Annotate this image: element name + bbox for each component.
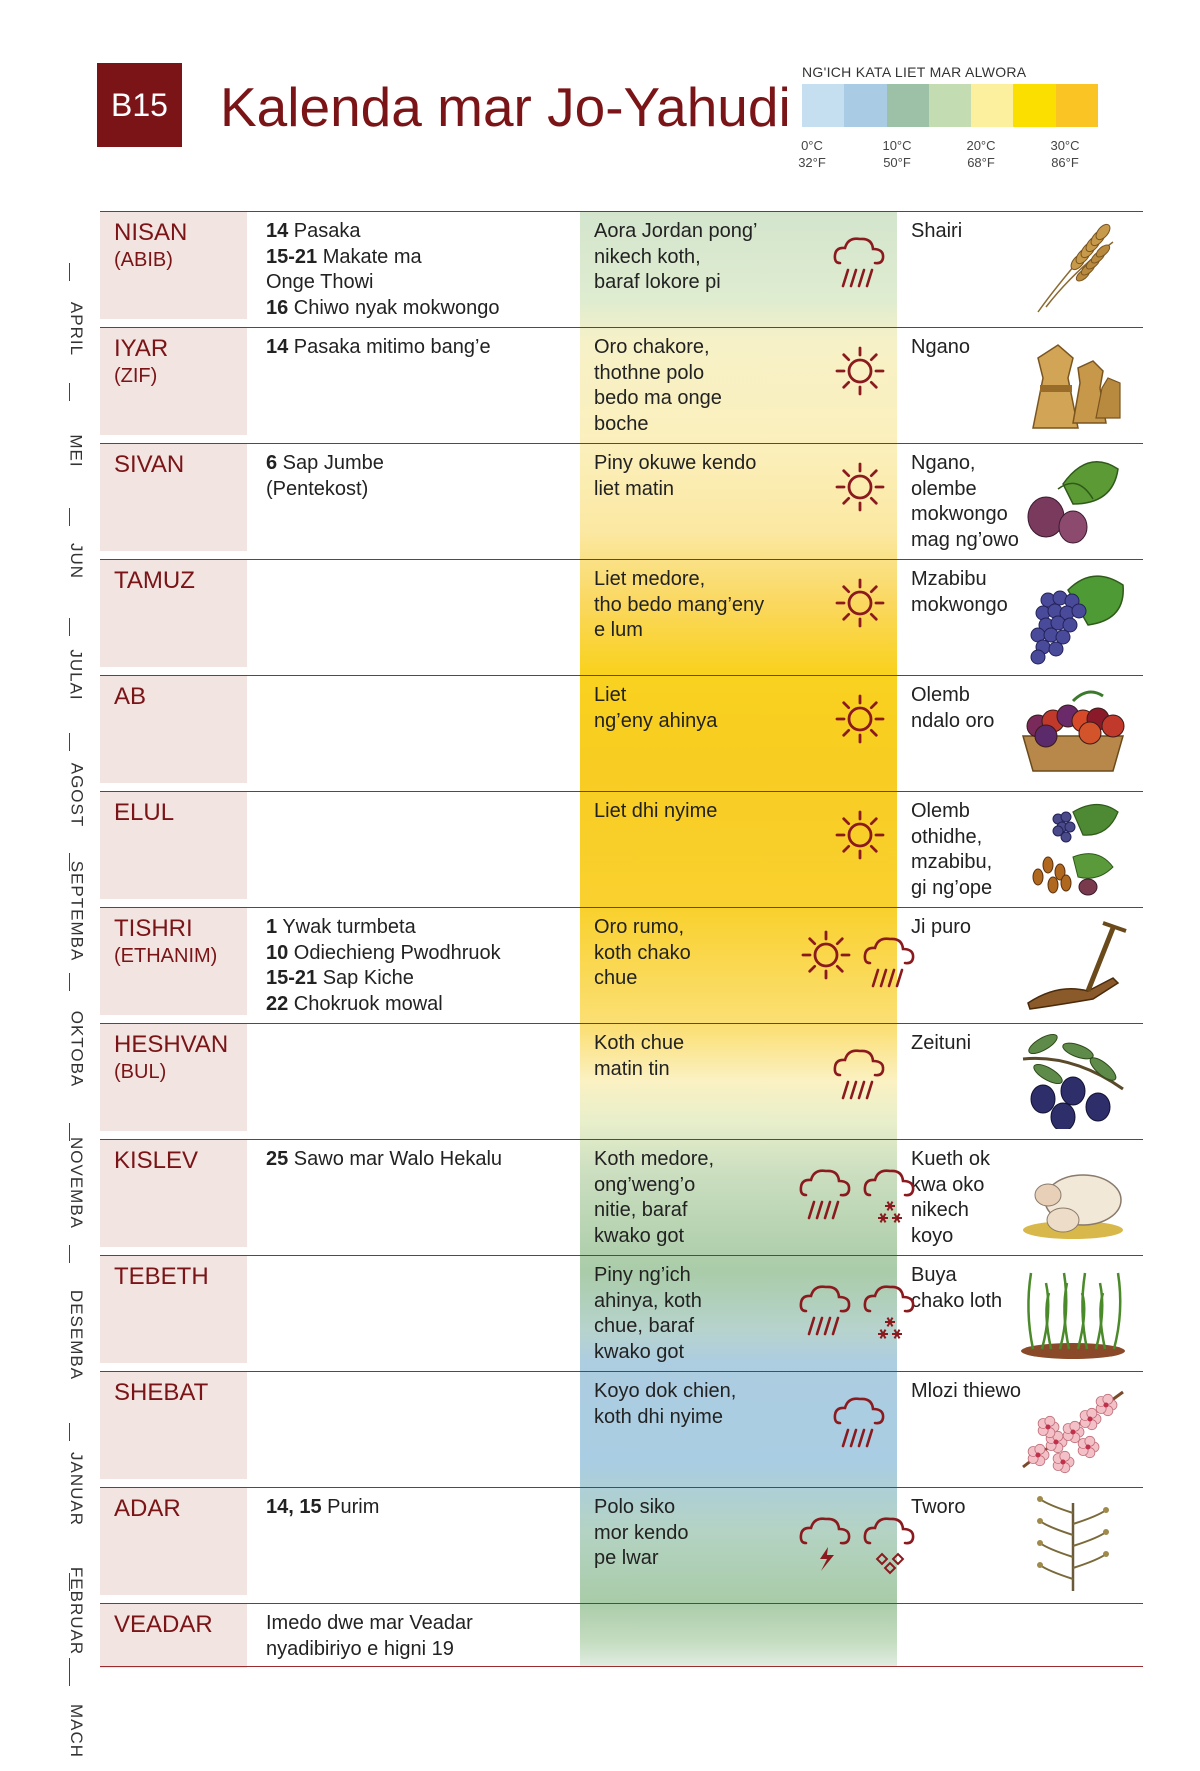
gregorian-month-text: JUN — [67, 542, 86, 580]
hebrew-month-name: NISAN — [114, 219, 188, 246]
hebrew-month-name: KISLEV — [114, 1147, 199, 1174]
agriculture-line: Tworo — [911, 1496, 966, 1518]
weather-line: Piny okuwe kendo — [594, 452, 757, 474]
row-divider — [100, 211, 1143, 212]
festival-date: 1 — [266, 916, 278, 938]
weather-line: nikech koth, — [594, 245, 701, 268]
page-title: Kalenda mar Jo-Yahudi — [220, 76, 791, 138]
month-divider-tick — [69, 1423, 70, 1441]
row-divider — [100, 1371, 1143, 1372]
festival-date: 16 — [266, 296, 289, 319]
row-divider — [100, 559, 1143, 560]
festival-line — [266, 1147, 502, 1173]
festival-line — [266, 296, 499, 322]
festival-line — [266, 451, 384, 477]
hebrew-month-name: IYAR — [114, 335, 169, 362]
festival-name: Odiechieng Pwodhruok — [288, 941, 501, 964]
agriculture-line: Shairi — [911, 220, 963, 242]
festival-name: Onge Thowi — [266, 271, 374, 293]
weather-line: chue — [594, 967, 638, 989]
festival-date: 14 — [266, 220, 289, 242]
rain-icon — [865, 939, 913, 986]
hebrew-month-name: VEADAR — [114, 1611, 213, 1638]
festival-line — [266, 966, 501, 992]
agriculture-line: kwa oko — [911, 1173, 985, 1196]
agriculture-line: Olemb — [911, 684, 970, 706]
rain-icon — [835, 1399, 883, 1446]
fig-icon — [1018, 449, 1130, 549]
fruit-basket-icon — [1018, 681, 1130, 781]
temperature-swatch — [844, 84, 886, 127]
month-divider-tick — [69, 618, 70, 636]
festival-name: Sap Kiche — [317, 967, 414, 989]
temperature-scale-bar — [802, 84, 1098, 127]
agriculture-line: mokwongo — [911, 593, 1008, 616]
olive-icon — [1018, 1029, 1130, 1129]
weather-line: liet matin — [594, 477, 675, 500]
gregorian-month-label — [56, 860, 96, 962]
calendar-row — [100, 211, 1143, 327]
table-bottom-rule — [100, 1666, 1143, 1667]
sun-icon — [837, 348, 883, 394]
weather-line: Liet dhi nyime — [594, 800, 718, 822]
grass-icon — [1018, 1261, 1130, 1361]
weather-line: Oro rumo, — [594, 916, 685, 938]
gregorian-month-text: MEI — [66, 434, 86, 468]
weather-line: Aora Jordan pong’ — [594, 220, 758, 242]
weather-line: Koyo dok chien, — [594, 1380, 737, 1402]
weather-line: pe lwar — [594, 1547, 659, 1569]
calendar-row — [100, 675, 1143, 791]
gregorian-month-text: NOVEMBA — [67, 1136, 86, 1230]
storm-icon — [801, 1519, 849, 1571]
agriculture-line: Buya — [911, 1264, 957, 1286]
temperature-swatch — [802, 84, 844, 127]
hebrew-month-name: TAMUZ — [114, 567, 195, 594]
rain-icon — [835, 239, 883, 286]
tick-fahrenheit: 50°F — [883, 155, 911, 170]
calendar-row — [100, 1603, 1143, 1693]
barley-icon — [1018, 217, 1130, 317]
hebrew-month-alt-name: (ABIB) — [114, 249, 173, 271]
agriculture-line: mokwongo — [911, 503, 1008, 525]
festival-line — [266, 219, 499, 245]
festival-line — [266, 992, 501, 1018]
hail-icon — [865, 1519, 913, 1573]
festival-list — [266, 915, 501, 1017]
grapes-icon — [1018, 565, 1130, 665]
festival-line — [266, 941, 501, 967]
festival-date: 10 — [266, 941, 289, 964]
agriculture-line: mzabibu, — [911, 851, 993, 873]
gregorian-month-label — [56, 521, 96, 601]
weather-line: Polo siko — [594, 1496, 676, 1518]
agriculture-line: nikech — [911, 1199, 969, 1221]
weather-line: Oro chakore, — [594, 336, 710, 358]
weather-line: matin tin — [594, 1057, 670, 1080]
agriculture-line: ndalo oro — [911, 709, 995, 732]
month-divider-tick — [69, 1658, 70, 1676]
festival-line — [266, 1495, 379, 1521]
row-divider — [100, 1603, 1143, 1604]
festival-name: Chokruok mowal — [288, 992, 443, 1015]
weather-icons — [740, 1023, 960, 1133]
month-divider-tick — [69, 973, 70, 991]
tick-fahrenheit: 86°F — [1051, 155, 1079, 170]
sun-icon — [803, 932, 849, 978]
gregorian-month-label — [56, 635, 96, 715]
festival-name: Imedo dwe mar Veadar — [266, 1612, 473, 1634]
festival-date: 15-21 — [266, 967, 318, 989]
festival-name: Pasaka — [288, 220, 361, 242]
weather-icons — [740, 675, 960, 785]
hebrew-month-name: SIVAN — [114, 451, 185, 478]
festival-list — [266, 451, 384, 502]
rain-icon — [835, 1051, 883, 1098]
weather-icons — [740, 1371, 960, 1481]
snow-icon — [865, 1171, 913, 1223]
festival-line — [266, 477, 384, 503]
weather-line: Liet — [594, 684, 627, 706]
plow-icon — [1018, 913, 1130, 1013]
temperature-swatch — [929, 84, 971, 127]
gregorian-month-label — [56, 289, 96, 369]
festival-name: Ywak turmbeta — [277, 916, 416, 938]
sun-icon — [837, 580, 883, 626]
hebrew-month-name: ELUL — [114, 799, 175, 826]
agriculture-line: Mzabibu — [911, 568, 987, 590]
festival-line — [266, 335, 491, 361]
tick-celsius: 0°C — [801, 138, 823, 153]
sun-icon — [837, 812, 883, 858]
festival-line — [266, 270, 499, 296]
festival-list — [266, 1147, 502, 1173]
tick-celsius: 10°C — [882, 138, 912, 153]
month-divider-tick — [69, 383, 70, 401]
sheep-icon — [1018, 1145, 1130, 1245]
hebrew-month-alt-name: (ETHANIM) — [114, 945, 218, 967]
calendar-row — [100, 559, 1143, 675]
snow-icon — [865, 1287, 913, 1339]
festival-line — [266, 1611, 473, 1637]
gregorian-month-text: APRIL — [67, 301, 87, 357]
temperature-scale-label: NG'ICH KATA LIET MAR ALWORA — [802, 64, 1027, 80]
tick-fahrenheit: 68°F — [967, 155, 995, 170]
calendar-row — [100, 1371, 1143, 1487]
row-divider — [100, 791, 1143, 792]
agriculture-line: Zeituni — [911, 1032, 972, 1054]
weather-line: Liet medore, — [594, 568, 706, 590]
gregorian-month-text: MACH — [67, 1703, 86, 1759]
festival-date: 14 — [266, 336, 289, 358]
weather-line: boche — [594, 412, 649, 435]
festival-name: Sawo mar Walo Hekalu — [288, 1148, 503, 1170]
row-divider — [100, 443, 1143, 444]
agriculture-line: Mlozi thiewo — [911, 1380, 1022, 1402]
weather-line: Koth chue — [594, 1032, 685, 1054]
weather-line: tho bedo mang’eny — [594, 593, 765, 616]
gregorian-month-label — [56, 1289, 96, 1381]
festival-line — [266, 245, 499, 271]
rain-icon — [801, 1171, 849, 1218]
calendar-row — [100, 1255, 1143, 1371]
gregorian-month-text: JANUAR — [67, 1451, 87, 1527]
festival-line — [266, 915, 501, 941]
weather-line: koth dhi nyime — [594, 1405, 723, 1428]
gregorian-month-text: DESEMBA — [67, 1289, 87, 1381]
festival-list — [266, 219, 499, 321]
weather-icons — [740, 443, 960, 553]
section-badge: B15 — [97, 63, 182, 147]
gregorian-month-label — [56, 1691, 96, 1771]
weather-line: chue, baraf — [594, 1315, 695, 1337]
festival-name: Pasaka mitimo bang’e — [288, 336, 491, 358]
festival-name: Makate ma — [317, 245, 422, 268]
weather-line: nitie, baraf — [594, 1199, 688, 1221]
weather-line: e lum — [594, 619, 643, 641]
agriculture-line: gi ng’ope — [911, 876, 993, 899]
month-divider-tick — [69, 733, 70, 751]
weather-icons — [740, 907, 960, 1017]
gregorian-month-label — [56, 1566, 96, 1656]
weather-line: baraf lokore pi — [594, 271, 721, 293]
weather-icons — [740, 559, 960, 669]
festival-date: 25 — [266, 1148, 289, 1170]
weather-line: Piny ng’ich — [594, 1264, 691, 1286]
festival-date: 6 — [266, 452, 278, 474]
hebrew-month-alt-name: (ZIF) — [114, 365, 158, 387]
almond-blossom-icon — [1018, 1377, 1130, 1477]
festival-date: 14, 15 — [266, 1496, 322, 1518]
gregorian-month-label — [56, 755, 96, 835]
row-divider — [100, 907, 1143, 908]
tick-fahrenheit: 32°F — [798, 155, 826, 170]
weather-line: ong’weng’o — [594, 1173, 696, 1196]
gregorian-month-text: FEBRUAR — [67, 1566, 87, 1656]
calendar-row — [100, 907, 1143, 1023]
agriculture-line: olembe — [911, 477, 977, 500]
festival-date: 15-21 — [266, 245, 318, 268]
weather-line: kwako got — [594, 1340, 685, 1363]
temperature-tick — [1035, 137, 1095, 171]
agriculture-line: Ngano, — [911, 452, 976, 474]
festival-line — [266, 1637, 473, 1663]
agriculture-line: koyo — [911, 1224, 954, 1247]
tick-celsius: 30°C — [1050, 138, 1080, 153]
weather-line: bedo ma onge — [594, 387, 722, 409]
tick-celsius: 20°C — [966, 138, 996, 153]
weather-icons — [740, 1139, 960, 1249]
festival-name: nyadibiriyo e higni 19 — [266, 1637, 454, 1660]
gregorian-month-label — [56, 1009, 96, 1089]
sun-icon — [837, 464, 883, 510]
festival-list — [266, 1495, 379, 1521]
weather-icons — [740, 1255, 960, 1365]
temperature-swatch — [887, 84, 929, 127]
gregorian-month-text: OKTOBA — [67, 1010, 87, 1088]
weather-line: mor kendo — [594, 1521, 689, 1544]
gregorian-month-text: SEPTEMBA — [67, 860, 86, 962]
hebrew-month-name: AB — [114, 683, 147, 710]
row-divider — [100, 1487, 1143, 1488]
calendar-row — [100, 327, 1143, 443]
hebrew-month-name: ADAR — [114, 1495, 181, 1522]
agriculture-line: Ji puro — [911, 916, 972, 938]
month-divider-tick — [69, 1245, 70, 1263]
festival-name: Purim — [321, 1496, 380, 1518]
rain-icon — [801, 1287, 849, 1334]
gregorian-month-text: JULAI — [67, 649, 87, 701]
dates-grapes-icon — [1018, 797, 1130, 897]
agriculture-line: othidhe, — [911, 825, 983, 848]
temperature-swatch — [1013, 84, 1055, 127]
weather-line: ahinya, koth — [594, 1289, 702, 1312]
festival-name: (Pentekost) — [266, 477, 369, 500]
month-divider-tick — [69, 263, 70, 281]
row-divider — [100, 1023, 1143, 1024]
hebrew-month-name: HESHVAN — [114, 1031, 229, 1058]
weather-icons — [740, 791, 960, 901]
festival-name: Sap Jumbe — [277, 452, 384, 474]
gregorian-month-text: AGOST — [67, 762, 87, 828]
festival-name: Chiwo nyak mokwongo — [288, 296, 500, 319]
flax-icon — [1018, 1493, 1130, 1593]
hebrew-month-alt-name: (BUL) — [114, 1061, 167, 1083]
agriculture-line: mag ng’owo — [911, 528, 1019, 551]
hebrew-month-name: TISHRI — [114, 915, 193, 942]
festival-date: 22 — [266, 992, 289, 1015]
temperature-swatch — [971, 84, 1013, 127]
agriculture-line: chako loth — [911, 1289, 1003, 1312]
row-divider — [100, 675, 1143, 676]
weather-line: kwako got — [594, 1224, 685, 1247]
sun-icon — [837, 696, 883, 742]
calendar-row — [100, 1139, 1143, 1255]
calendar-row — [100, 1487, 1143, 1603]
calendar-row — [100, 443, 1143, 559]
weather-line: koth chako — [594, 941, 691, 964]
gregorian-month-label — [56, 411, 96, 491]
agriculture-line: Olemb — [911, 800, 970, 822]
weather-icons — [740, 327, 960, 437]
calendar-row — [100, 791, 1143, 907]
row-divider — [100, 1139, 1143, 1140]
weather-line: ng’eny ahinya — [594, 709, 718, 732]
row-divider — [100, 1255, 1143, 1256]
weather-icons — [740, 211, 960, 321]
calendar-row — [100, 1023, 1143, 1139]
temperature-tick — [951, 137, 1011, 171]
temperature-tick — [867, 137, 927, 171]
weather-icons — [740, 1487, 960, 1597]
gregorian-month-label — [56, 1136, 96, 1230]
weather-line: thothne polo — [594, 361, 705, 384]
wheat-sheaf-icon — [1018, 333, 1130, 433]
hebrew-month-name: TEBETH — [114, 1263, 209, 1290]
row-divider — [100, 327, 1143, 328]
hebrew-month-name: SHEBAT — [114, 1379, 209, 1406]
gregorian-month-strip — [56, 263, 96, 1759]
agriculture-line: Kueth ok — [911, 1148, 990, 1170]
weather-line: Koth medore, — [594, 1148, 715, 1170]
festival-list — [266, 1611, 473, 1662]
temperature-tick — [782, 137, 842, 171]
gregorian-month-label — [56, 1449, 96, 1529]
temperature-swatch — [1056, 84, 1098, 127]
agriculture-line: Ngano — [911, 336, 970, 358]
festival-list — [266, 335, 491, 361]
